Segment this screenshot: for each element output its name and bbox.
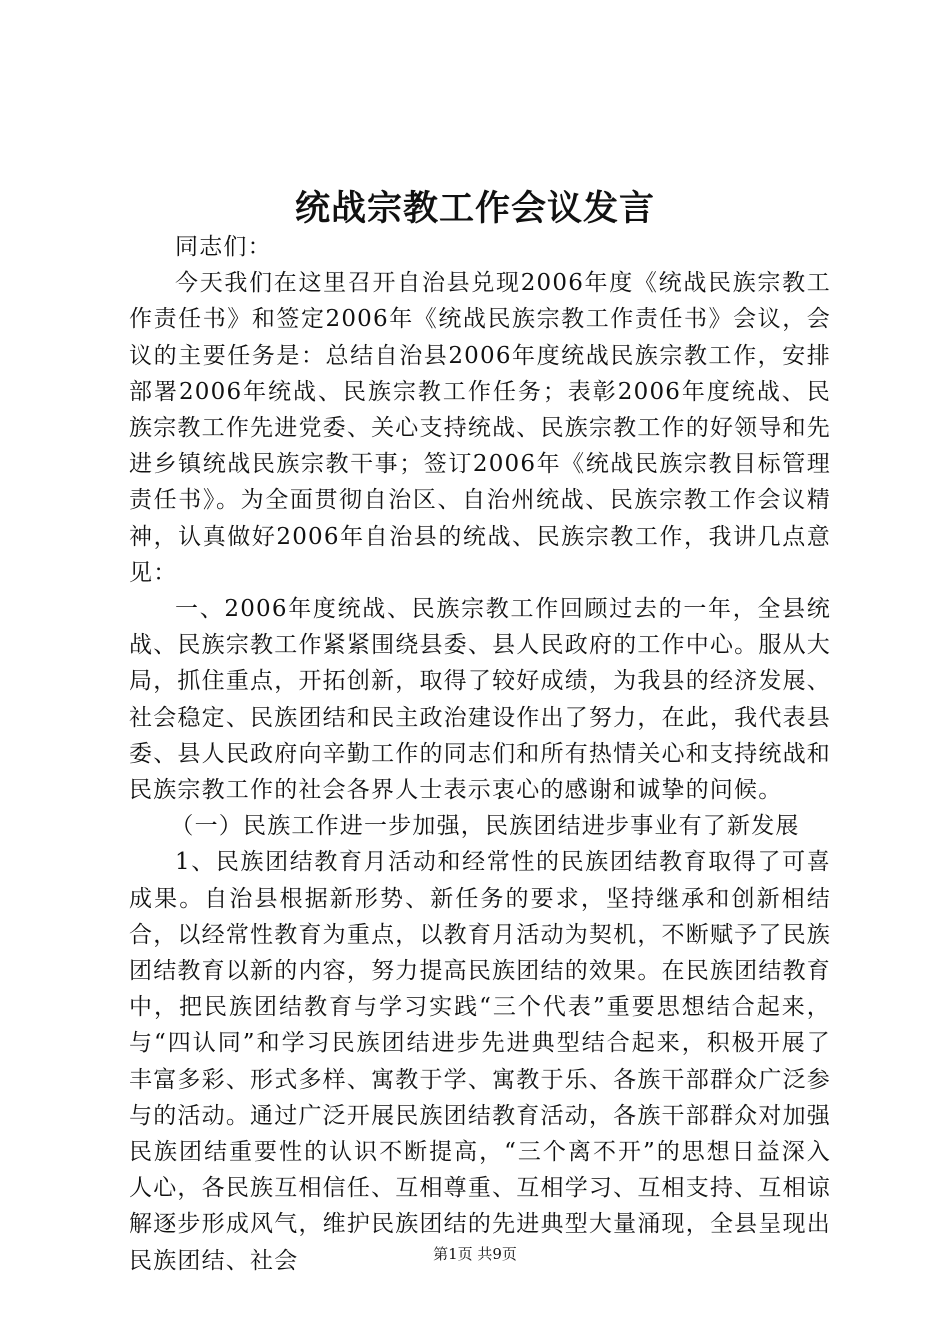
paragraph-intro: 今天我们在这里召开自治县兑现2006年度《统战民族宗教工作责任书》和签定2006年《统战民族宗教工作责任书》会议，会议的主要任务是：总结自治县2006年度统战民族宗教工作，安排部署2006年统战、民族宗教工作任务；表彰2006年度统战、民族宗教工作先进党委、关心支持统战、民族宗教工作的好领导和先进乡镇统战民族宗教干事；签订2006年《统战民族宗教目标管理责任书》。为全面贯彻自治区、自治州统战、民族宗教工作会议精神，认真做好2006年自治县的统战、民族宗教工作，我讲几点意见： xyxy=(129,270,831,586)
salutation: 同志们： xyxy=(175,234,272,260)
document-title: 统战宗教工作会议发言 xyxy=(294,189,655,229)
paragraph-review: 一、2006年度统战、民族宗教工作回顾过去的一年，全县统战、民族宗教工作紧紧围绕县委、县人民政府的工作中心。服从大局，抓住重点，开拓创新，取得了较好成绩，为我县的经济发展、社会稳定、民族团结和民主政治建设作出了努力，在此，我代表县委、县人民政府向辛勤工作的同志们和所有热情关心和支持统战和民族宗教工作的社会各界人士表示衷心的感谢和诚挚的问候。 xyxy=(129,596,831,804)
page-footer: 第1页 共9页 xyxy=(433,1245,517,1263)
subheading: （一）民族工作进一步加强，民族团结进步事业有了新发展 xyxy=(170,813,800,840)
paragraph-unity-education: 1、民族团结教育月活动和经常性的民族团结教育取得了可喜成果。自治县根据新形势、新任务的要求，坚持继承和创新相结合，以经常性教育为重点，以教育月活动为契机，不断赋予了民族团结教育以新的内容，努力提高民族团结的效果。在民族团结教育中，把民族团结教育与学习实践“三个代表”重要思想结合起来，与“四认同”和学习民族团结进步先进典型结合起来，积极开展了丰富多彩、形式多样、寓教于学、寓教于乐、各族干部群众广泛参与的活动。通过广泛开展民族团结教育活动，各族干部群众对加强民族团结重要性的认识不断提高，“三个离不开”的思想日益深入人心，各民族互相信任、互相尊重、互相学习、互相支持、互相谅解逐步形成风气，维护民族团结的先进典型大量涌现，全县呈现出民族团结、社会 xyxy=(129,849,831,1274)
document-body xyxy=(129,229,831,1279)
